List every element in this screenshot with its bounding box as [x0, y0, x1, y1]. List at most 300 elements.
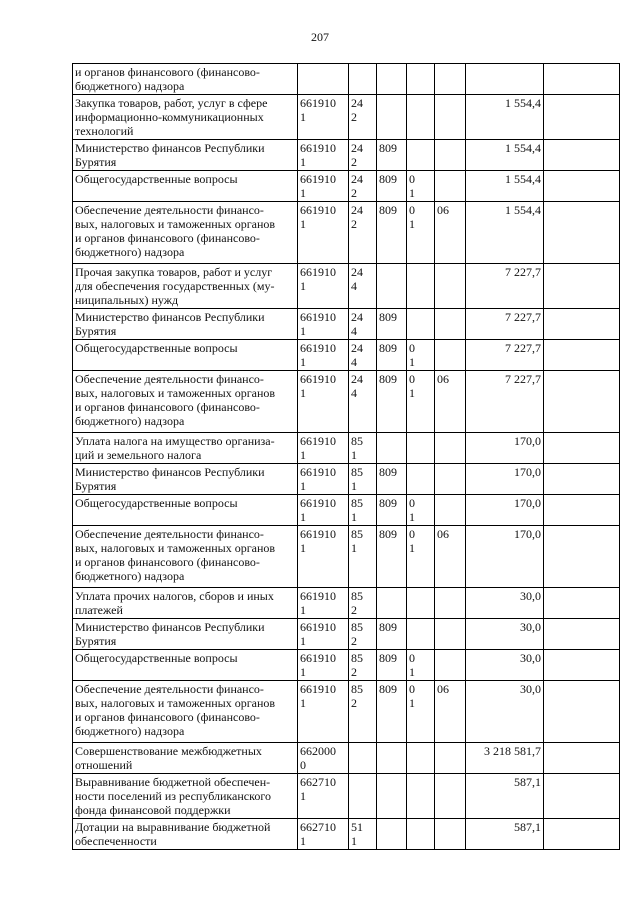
name-line: Обеспечение деятельности финансо-: [75, 203, 264, 217]
pr-code-cell: [435, 202, 466, 264]
vr-code-cell: [349, 464, 377, 495]
rz-code-cell: [407, 340, 435, 371]
csr-code-cell: [298, 774, 349, 819]
csr-line: 1: [300, 834, 306, 848]
gr-value: 809: [379, 310, 397, 324]
name-line: ности поселений из республиканского: [75, 789, 271, 803]
vr-line: 4: [351, 355, 357, 369]
amount-cell: [466, 464, 544, 495]
csr-code-cell: [298, 619, 349, 650]
rz-code-cell: [407, 774, 435, 819]
gr-code-cell: [377, 264, 407, 309]
sum-value: 30,0: [520, 589, 541, 603]
vr-code-cell: [349, 588, 377, 619]
rz-code-cell: [407, 64, 435, 95]
name-line: отношений: [75, 758, 133, 772]
table-row: [73, 774, 620, 819]
gr-value: 809: [379, 465, 397, 479]
name-line: Обеспечение деятельности финансо-: [75, 527, 264, 541]
csr-line: 661910: [300, 141, 336, 155]
gr-value: 809: [379, 651, 397, 665]
csr-code-cell: [298, 264, 349, 309]
sum-value: 170,0: [514, 527, 541, 541]
name-line: Министерство финансов Республики: [75, 465, 265, 479]
vr-line: 24: [351, 203, 363, 217]
row-name-cell: [73, 140, 298, 171]
table-row: [73, 64, 620, 95]
rz-line: 1: [409, 541, 415, 555]
csr-code-cell: [298, 526, 349, 588]
amount-cell: [466, 588, 544, 619]
rz-code-cell: [407, 202, 435, 264]
csr-line: 661910: [300, 620, 336, 634]
amount-cell: [466, 64, 544, 95]
name-line: Общегосударственные вопросы: [75, 496, 238, 510]
gr-value: 809: [379, 172, 397, 186]
pr-value: 06: [437, 372, 449, 386]
amount-cell: [466, 264, 544, 309]
rz-code-cell: [407, 371, 435, 433]
pr-code-cell: [435, 95, 466, 140]
csr-line: 1: [300, 155, 306, 169]
table-row: [73, 464, 620, 495]
table-row: [73, 433, 620, 464]
rz-line: 0: [409, 341, 415, 355]
csr-code-cell: [298, 681, 349, 743]
name-line: бюджетного) надзора: [75, 569, 185, 583]
csr-line: 1: [300, 386, 306, 400]
vr-line: 1: [351, 834, 357, 848]
csr-code-cell: [298, 819, 349, 850]
name-line: Выравнивание бюджетной обеспечен-: [75, 775, 271, 789]
vr-line: 85: [351, 651, 363, 665]
rz-code-cell: [407, 588, 435, 619]
amount-cell: [466, 171, 544, 202]
csr-line: 662710: [300, 820, 336, 834]
sum-value: 1 554,4: [505, 96, 541, 110]
row-name-cell: [73, 588, 298, 619]
rz-line: 0: [409, 203, 415, 217]
csr-line: 1: [300, 603, 306, 617]
csr-line: 1: [300, 448, 306, 462]
csr-code-cell: [298, 650, 349, 681]
name-line: вых, налоговых и таможенных органов: [75, 217, 276, 231]
row-name-cell: [73, 95, 298, 140]
name-line: Министерство финансов Республики: [75, 310, 265, 324]
extra-cell: [544, 650, 620, 681]
name-line: Совершенствование межбюджетных: [75, 744, 262, 758]
name-line: Обеспечение деятельности финансо-: [75, 682, 264, 696]
gr-code-cell: [377, 743, 407, 774]
csr-line: 1: [300, 355, 306, 369]
name-line: Закупка товаров, работ, услуг в сфере: [75, 96, 268, 110]
gr-value: 809: [379, 620, 397, 634]
vr-code-cell: [349, 495, 377, 526]
table-row: [73, 588, 620, 619]
sum-value: 30,0: [520, 620, 541, 634]
vr-line: 1: [351, 541, 357, 555]
vr-code-cell: [349, 202, 377, 264]
amount-cell: [466, 526, 544, 588]
pr-code-cell: [435, 371, 466, 433]
name-line: обеспеченности: [75, 834, 157, 848]
amount-cell: [466, 433, 544, 464]
vr-line: 24: [351, 141, 363, 155]
gr-value: 809: [379, 527, 397, 541]
rz-code-cell: [407, 433, 435, 464]
rz-code-cell: [407, 819, 435, 850]
vr-line: 85: [351, 496, 363, 510]
extra-cell: [544, 264, 620, 309]
sum-value: 587,1: [514, 820, 541, 834]
vr-line: 2: [351, 110, 357, 124]
amount-cell: [466, 340, 544, 371]
csr-line: 661910: [300, 651, 336, 665]
csr-line: 661910: [300, 341, 336, 355]
extra-cell: [544, 619, 620, 650]
name-line: Уплата прочих налогов, сборов и иных: [75, 589, 274, 603]
pr-code-cell: [435, 619, 466, 650]
rz-code-cell: [407, 619, 435, 650]
name-line: Бурятия: [75, 155, 117, 169]
rz-code-cell: [407, 743, 435, 774]
gr-code-cell: [377, 340, 407, 371]
csr-line: 661910: [300, 172, 336, 186]
row-name-cell: [73, 619, 298, 650]
csr-line: 1: [300, 217, 306, 231]
vr-code-cell: [349, 433, 377, 464]
name-line: Министерство финансов Республики: [75, 141, 265, 155]
csr-line: 1: [300, 279, 306, 293]
csr-line: 661910: [300, 310, 336, 324]
pr-code-cell: [435, 464, 466, 495]
name-line: бюджетного) надзора: [75, 245, 185, 259]
extra-cell: [544, 681, 620, 743]
name-line: Дотации на выравнивание бюджетной: [75, 820, 271, 834]
pr-code-cell: [435, 433, 466, 464]
rz-line: 1: [409, 665, 415, 679]
sum-value: 170,0: [514, 434, 541, 448]
vr-line: 85: [351, 465, 363, 479]
vr-code-cell: [349, 95, 377, 140]
rz-code-cell: [407, 526, 435, 588]
gr-value: 809: [379, 682, 397, 696]
pr-code-cell: [435, 774, 466, 819]
vr-line: 85: [351, 620, 363, 634]
vr-code-cell: [349, 171, 377, 202]
sum-value: 30,0: [520, 651, 541, 665]
rz-code-cell: [407, 495, 435, 526]
vr-line: 2: [351, 186, 357, 200]
gr-code-cell: [377, 819, 407, 850]
vr-line: 24: [351, 96, 363, 110]
csr-line: 661910: [300, 496, 336, 510]
row-name-cell: [73, 64, 298, 95]
extra-cell: [544, 371, 620, 433]
budget-table: [72, 63, 620, 850]
row-name-cell: [73, 433, 298, 464]
vr-code-cell: [349, 140, 377, 171]
amount-cell: [466, 309, 544, 340]
row-name-cell: [73, 819, 298, 850]
table-row: [73, 264, 620, 309]
vr-line: 2: [351, 696, 357, 710]
vr-code-cell: [349, 743, 377, 774]
vr-line: 2: [351, 217, 357, 231]
table-row: [73, 681, 620, 743]
table-row: [73, 819, 620, 850]
name-line: Прочая закупка товаров, работ и услуг: [75, 265, 273, 279]
sum-value: 30,0: [520, 682, 541, 696]
table-row: [73, 619, 620, 650]
rz-line: 1: [409, 355, 415, 369]
table-row: [73, 202, 620, 264]
csr-line: 1: [300, 479, 306, 493]
csr-code-cell: [298, 309, 349, 340]
csr-code-cell: [298, 464, 349, 495]
gr-code-cell: [377, 464, 407, 495]
gr-code-cell: [377, 619, 407, 650]
csr-line: 1: [300, 324, 306, 338]
csr-line: 1: [300, 665, 306, 679]
amount-cell: [466, 650, 544, 681]
vr-code-cell: [349, 681, 377, 743]
gr-code-cell: [377, 64, 407, 95]
csr-line: 661910: [300, 589, 336, 603]
rz-code-cell: [407, 95, 435, 140]
rz-line: 0: [409, 372, 415, 386]
name-line: Обеспечение деятельности финансо-: [75, 372, 264, 386]
rz-line: 0: [409, 496, 415, 510]
csr-line: 661910: [300, 96, 336, 110]
row-name-cell: [73, 743, 298, 774]
rz-line: 1: [409, 696, 415, 710]
vr-line: 24: [351, 341, 363, 355]
name-line: Общегосударственные вопросы: [75, 341, 238, 355]
vr-line: 1: [351, 510, 357, 524]
csr-line: 0: [300, 758, 306, 772]
pr-value: 06: [437, 682, 449, 696]
csr-code-cell: [298, 95, 349, 140]
extra-cell: [544, 743, 620, 774]
budget-table-body: [73, 64, 620, 850]
table-row: [73, 171, 620, 202]
rz-line: 1: [409, 386, 415, 400]
extra-cell: [544, 95, 620, 140]
gr-code-cell: [377, 650, 407, 681]
sum-value: 1 554,4: [505, 172, 541, 186]
csr-code-cell: [298, 140, 349, 171]
table-row: [73, 95, 620, 140]
gr-code-cell: [377, 140, 407, 171]
csr-line: 1: [300, 541, 306, 555]
name-line: бюджетного) надзора: [75, 414, 185, 428]
rz-code-cell: [407, 171, 435, 202]
pr-code-cell: [435, 264, 466, 309]
name-line: Бурятия: [75, 479, 117, 493]
name-line: вых, налоговых и таможенных органов: [75, 386, 276, 400]
csr-line: 661910: [300, 682, 336, 696]
name-line: и органов финансового (финансово-: [75, 710, 260, 724]
gr-code-cell: [377, 433, 407, 464]
csr-line: 1: [300, 110, 306, 124]
page-number: 207: [311, 30, 329, 44]
vr-line: 24: [351, 172, 363, 186]
amount-cell: [466, 743, 544, 774]
amount-cell: [466, 95, 544, 140]
vr-code-cell: [349, 774, 377, 819]
name-line: платежей: [75, 603, 123, 617]
pr-code-cell: [435, 64, 466, 95]
name-line: технологий: [75, 124, 134, 138]
name-line: Министерство финансов Республики: [75, 620, 265, 634]
name-line: Уплата налога на имущество организа-: [75, 434, 275, 448]
name-line: бюджетного) надзора: [75, 79, 185, 93]
csr-line: 1: [300, 789, 306, 803]
gr-code-cell: [377, 171, 407, 202]
table-row: [73, 650, 620, 681]
name-line: ниципальных) нужд: [75, 293, 179, 307]
rz-line: 1: [409, 217, 415, 231]
pr-code-cell: [435, 526, 466, 588]
pr-code-cell: [435, 140, 466, 171]
rz-line: 1: [409, 186, 415, 200]
gr-value: 809: [379, 203, 397, 217]
pr-code-cell: [435, 340, 466, 371]
name-line: Бурятия: [75, 634, 117, 648]
row-name-cell: [73, 309, 298, 340]
vr-code-cell: [349, 819, 377, 850]
row-name-cell: [73, 495, 298, 526]
extra-cell: [544, 526, 620, 588]
extra-cell: [544, 433, 620, 464]
vr-line: 1: [351, 479, 357, 493]
table-row: [73, 140, 620, 171]
sum-value: 170,0: [514, 465, 541, 479]
row-name-cell: [73, 171, 298, 202]
sum-value: 3 218 581,7: [484, 744, 541, 758]
pr-code-cell: [435, 650, 466, 681]
pr-code-cell: [435, 171, 466, 202]
rz-line: 0: [409, 682, 415, 696]
name-line: и органов финансового (финансово-: [75, 231, 260, 245]
gr-code-cell: [377, 526, 407, 588]
extra-cell: [544, 819, 620, 850]
table-row: [73, 743, 620, 774]
csr-code-cell: [298, 433, 349, 464]
gr-code-cell: [377, 681, 407, 743]
vr-line: 85: [351, 682, 363, 696]
row-name-cell: [73, 464, 298, 495]
csr-code-cell: [298, 371, 349, 433]
amount-cell: [466, 202, 544, 264]
rz-line: 0: [409, 172, 415, 186]
name-line: Общегосударственные вопросы: [75, 651, 238, 665]
table-row: [73, 309, 620, 340]
gr-code-cell: [377, 588, 407, 619]
pr-code-cell: [435, 819, 466, 850]
rz-code-cell: [407, 650, 435, 681]
gr-value: 809: [379, 141, 397, 155]
vr-line: 24: [351, 265, 363, 279]
rz-line: 0: [409, 527, 415, 541]
vr-code-cell: [349, 64, 377, 95]
rz-code-cell: [407, 309, 435, 340]
extra-cell: [544, 202, 620, 264]
rz-line: 1: [409, 510, 415, 524]
row-name-cell: [73, 526, 298, 588]
sum-value: 1 554,4: [505, 141, 541, 155]
csr-code-cell: [298, 340, 349, 371]
name-line: информационно-коммуникационных: [75, 110, 264, 124]
pr-code-cell: [435, 495, 466, 526]
name-line: фонда финансовой поддержки: [75, 803, 231, 817]
row-name-cell: [73, 264, 298, 309]
name-line: и органов финансового (финансово-: [75, 555, 260, 569]
csr-code-cell: [298, 495, 349, 526]
vr-line: 85: [351, 589, 363, 603]
sum-value: 170,0: [514, 496, 541, 510]
name-line: и органов финансового (финансово-: [75, 400, 260, 414]
sum-value: 7 227,7: [505, 341, 541, 355]
table-row: [73, 495, 620, 526]
pr-code-cell: [435, 588, 466, 619]
csr-line: 662710: [300, 775, 336, 789]
pr-code-cell: [435, 309, 466, 340]
csr-code-cell: [298, 171, 349, 202]
gr-code-cell: [377, 495, 407, 526]
pr-code-cell: [435, 743, 466, 774]
name-line: вых, налоговых и таможенных органов: [75, 541, 276, 555]
vr-code-cell: [349, 340, 377, 371]
row-name-cell: [73, 650, 298, 681]
vr-line: 4: [351, 324, 357, 338]
vr-code-cell: [349, 526, 377, 588]
gr-code-cell: [377, 309, 407, 340]
vr-code-cell: [349, 309, 377, 340]
csr-code-cell: [298, 64, 349, 95]
csr-line: 1: [300, 634, 306, 648]
pr-value: 06: [437, 203, 449, 217]
extra-cell: [544, 309, 620, 340]
vr-line: 85: [351, 527, 363, 541]
csr-line: 661910: [300, 265, 336, 279]
csr-line: 1: [300, 186, 306, 200]
vr-line: 4: [351, 279, 357, 293]
vr-line: 24: [351, 310, 363, 324]
extra-cell: [544, 774, 620, 819]
vr-line: 2: [351, 155, 357, 169]
rz-code-cell: [407, 140, 435, 171]
gr-value: 809: [379, 372, 397, 386]
rz-line: 0: [409, 651, 415, 665]
amount-cell: [466, 495, 544, 526]
csr-line: 661910: [300, 203, 336, 217]
pr-value: 06: [437, 527, 449, 541]
csr-code-cell: [298, 202, 349, 264]
gr-code-cell: [377, 371, 407, 433]
extra-cell: [544, 588, 620, 619]
vr-code-cell: [349, 264, 377, 309]
vr-code-cell: [349, 650, 377, 681]
gr-value: 809: [379, 341, 397, 355]
sum-value: 1 554,4: [505, 203, 541, 217]
name-line: Бурятия: [75, 324, 117, 338]
name-line: и органов финансового (финансово-: [75, 65, 260, 79]
gr-code-cell: [377, 774, 407, 819]
name-line: бюджетного) надзора: [75, 724, 185, 738]
name-line: вых, налоговых и таможенных органов: [75, 696, 276, 710]
